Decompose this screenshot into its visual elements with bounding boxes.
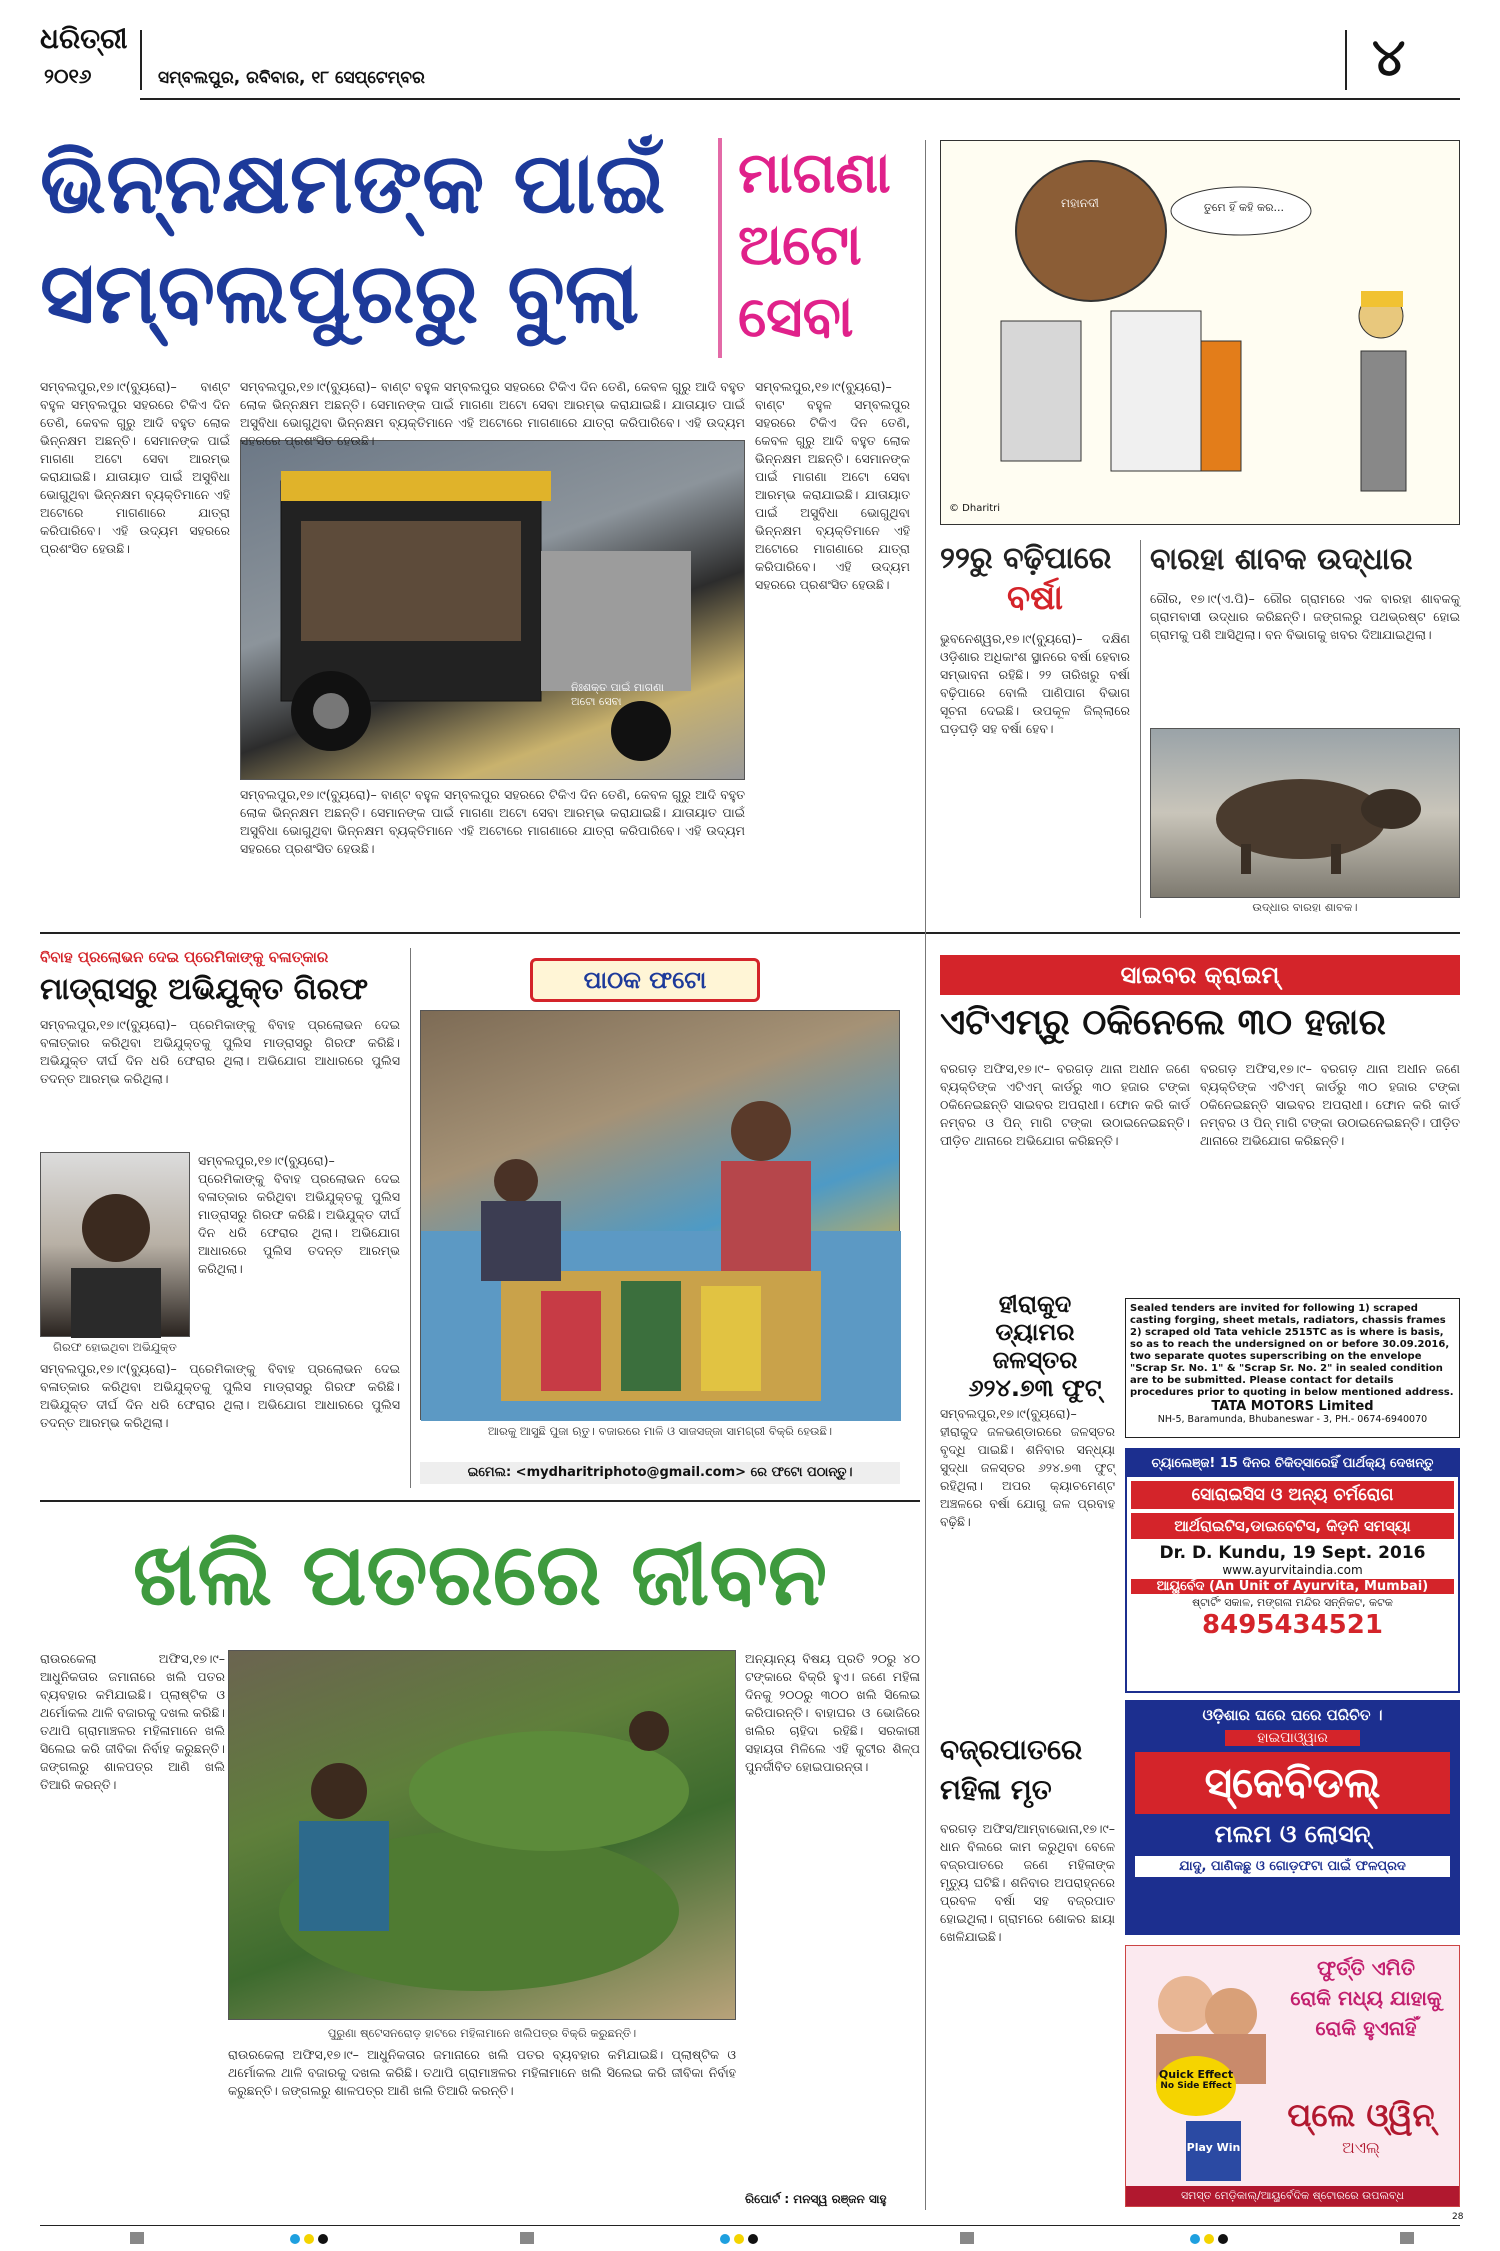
reader-footer-suffix: ରେ ଫଟୋ ପଠାନ୍ତୁ। xyxy=(750,1465,853,1480)
newspaper-logo: ଧରିତ୍ରୀ xyxy=(40,22,128,55)
tender-company: TATA MOTORS Limited xyxy=(1211,1399,1374,1414)
reg-dot-cyan xyxy=(1190,2234,1200,2244)
reg-dot-yellow xyxy=(734,2234,744,2244)
scabidol-ad xyxy=(1125,1700,1460,1935)
free-auto-sidebox xyxy=(718,138,898,358)
reg-bar xyxy=(1400,2232,1414,2244)
boar-caption: ଉଦ୍ଧାର ବାରହା ଶାବକ। xyxy=(1252,900,1358,914)
playwin-line3: ରୋକି ହୁଏନାହିଁ xyxy=(1315,2016,1417,2040)
playwin-effect-sub: No Side Effect xyxy=(1160,2081,1232,2091)
cartoon-panel xyxy=(940,140,1460,525)
boar-photo xyxy=(1150,728,1460,898)
arrest-body-side: ସମ୍ବଲପୁର,୧୭।୯(ବ୍ୟୁରୋ)– ପ୍ରେମିକାଙ୍କୁ ବିବାହ ପ୍ରଲୋଭନ ଦେଇ ବଳାତ୍କାର କରିଥିବା ଅଭିଯୁକ୍ତକୁ ପୁଲିସ ମାଡ୍ରାସରୁ ଗିରଫ କରିଛି। ଅଭିଯୁକ୍ତ ଦୀର୍ଘ ଦିନ ଧରି ଫେରାର ଥିଲା। ଅଭିଯୋଗ ଆଧାରରେ ପୁଲିସ ତଦନ୍ତ ଆରମ୍ଭ କରିଥିଲା। xyxy=(198,1153,400,1276)
clinic-ad xyxy=(1125,1448,1460,1693)
leaf-photo-caption: ପୁରୁଣା ଷ୍ଟେସନରୋଡ଼ ହାଟରେ ମହିଳାମାନେ ଖଲିପତ୍ର ବିକ୍ରି କରୁଛନ୍ତି। xyxy=(327,2026,637,2040)
lead-headline-line1: ଭିନ୍ନକ୍ଷମଙ୍କ ପାଇଁ xyxy=(40,133,666,232)
auto-rickshaw-photo xyxy=(240,440,745,780)
leaf-headline: ଖଲି ପତରରେ ଜୀବନ xyxy=(132,1524,828,1625)
cyber-crime-banner: ସାଇବର କ୍ରାଇମ୍ xyxy=(940,955,1460,995)
bead-market-illustration xyxy=(421,1011,901,1421)
sidebox-line: ଅଟୋ xyxy=(738,213,862,278)
playwin-effect-label: Quick Effect xyxy=(1158,2068,1234,2081)
auto-rickshaw-illustration xyxy=(241,441,746,781)
cyber-body-col1: ବରଗଡ଼ ଅଫିସ,୧୭।୯– ବରଗଡ଼ ଥାନା ଅଧୀନ ଜଣେ ବ୍ୟକ୍ତିଙ୍କ ଏଟିଏମ୍ କାର୍ଡରୁ ୩୦ ହଜାର ଟଙ୍କା ଠକିନେଇଛନ୍ତି ସାଇବର ଅପରାଧୀ। ଫୋନ କରି କାର୍ଡ ନମ୍ବର ଓ ପିନ୍ ମାଗି ଟଙ୍କା ଉଠାଇନେଇଛନ୍ତି। ପୀଡ଼ିତ ଥାନାରେ ଅଭିଯୋଗ କରିଛନ୍ତି। xyxy=(940,1061,1190,1148)
playwin-ad xyxy=(1125,1945,1460,2207)
playwin-line2: ରୋକି ମଧ୍ୟ ଯାହାକୁ xyxy=(1290,1986,1442,2010)
cartoon-credit: © Dharitri xyxy=(949,503,1001,514)
reader-photo-tag: ପାଠକ ଫଟୋ xyxy=(530,958,760,1002)
clinic-website[interactable]: www.ayurvitaindia.com xyxy=(1222,1563,1363,1577)
clinic-ad-top: ଚ୍ୟାଲେଞ୍ଜ! 15 ଦିନର ଚିକିତ୍ସାରେହିଁ ପାର୍ଥକ୍ୟ ଦେଖନ୍ତୁ xyxy=(1127,1450,1458,1477)
scabidol-product: ମଲମ ଓ ଲୋସନ୍ xyxy=(1214,1820,1371,1848)
leaf-body-bottom: ରାଉରକେଲା ଅଫିସ,୧୭।୯– ଆଧୁନିକତାର ଜମାନାରେ ଖଲି ପତର ବ୍ୟବହାର କମିଯାଇଛି। ପ୍ଲାଷ୍ଟିକ ଓ ଥର୍ମୋକଲ ଥାଳି ବଜାରକୁ ଦଖଲ କରିଛି। ତଥାପି ଗ୍ରାମାଞ୍ଚଳର ମହିଳାମାନେ ଖଲି ସିଲେଇ କରି ଜୀବିକା ନିର୍ବାହ କରୁଛନ୍ତି। ଜଙ୍ଗଲରୁ ଶାଳପତ୍ର ଆଣି ଖଲି ତିଆରି କରନ୍ତି। xyxy=(228,2047,736,2098)
reg-dot-yellow xyxy=(304,2234,314,2244)
cartoon-speech-bubble: ତୁମେ ହିଁ କହି କର... xyxy=(1204,201,1284,214)
dam-headline xyxy=(960,1290,1110,1402)
dateline: ସମ୍ବଲପୁର, ରବିବାର, ୧୮ ସେପ୍ଟେମ୍ବର xyxy=(158,68,425,88)
footer-page-code: 28 xyxy=(1452,2212,1464,2222)
rain-headline-line2: ବର୍ଷା xyxy=(1006,578,1064,618)
reader-footer-prefix: ଇମେଲ: xyxy=(467,1465,512,1480)
lead-body-col2: ସମ୍ବଲପୁର,୧୭।୯(ବ୍ୟୁରୋ)– ବାଣ୍ଟ ବହୁଳ ସମ୍ବଲପୁର ସହରରେ ଟିକିଏ ଦିନ ତେଣି, କେବଳ ଗୁରୁ ଆଦି ବହୁତ ଲୋକ ଭିନ୍ନକ୍ଷମ ଅଛନ୍ତି। ସେମାନଙ୍କ ପାଇଁ ମାଗଣା ଅଟୋ ସେବା ଆରମ୍ଭ କରାଯାଇଛି। ଯାତାୟାତ ପାଇଁ ଅସୁବିଧା ଭୋଗୁଥିବା ଭିନ୍ନକ୍ଷମ ବ୍ୟକ୍ତିମାନେ ଏହି ଅଟୋରେ ମାଗଣାରେ ଯାତ୍ରା କରିପାରିବେ। ଏହି ଉଦ୍ୟମ ସହରରେ ପ୍ରଶଂସିତ ହେଉଛି। xyxy=(240,379,745,448)
reg-bar xyxy=(960,2232,974,2244)
lead-body-col4: ସମ୍ବଲପୁର,୧୭।୯(ବ୍ୟୁରୋ)– ବାଣ୍ଟ ବହୁଳ ସମ୍ବଲପୁର ସହରରେ ଟିକିଏ ଦିନ ତେଣି, କେବଳ ଗୁରୁ ଆଦି ବହୁତ ଲୋକ ଭିନ୍ନକ୍ଷମ ଅଛନ୍ତି। ସେମାନଙ୍କ ପାଇଁ ମାଗଣା ଅଟୋ ସେବା ଆରମ୍ଭ କରାଯାଇଛି। ଯାତାୟାତ ପାଇଁ ଅସୁବିଧା ଭୋଗୁଥିବା ଭିନ୍ନକ୍ଷମ ବ୍ୟକ୍ତିମାନେ ଏହି ଅଟୋରେ ମାଗଣାରେ ଯାତ୍ରା କରିପାରିବେ। ଏହି ଉଦ୍ୟମ ସହରରେ ପ୍ରଶଂସିତ ହେଉଛି। xyxy=(755,379,910,592)
clinic-phone[interactable]: 8495434521 xyxy=(1202,1610,1383,1640)
scabidol-brand: ସ୍କେବିଡଲ୍ xyxy=(1135,1752,1450,1814)
rain-headline-line1: ୨୨ରୁ ବଢ଼ିପାରେ xyxy=(940,541,1112,576)
clinic-ad-line2: ଆର୍ଥରାଇଟିସ,ଡାଇବେଟିସ, କିଡ଼ନି ସମସ୍ୟା xyxy=(1131,1513,1454,1539)
rain-headline xyxy=(940,540,1130,618)
scabidol-top: ଓଡ଼ିଶାର ଘରେ ଘରେ ପରିଚିତ । xyxy=(1202,1706,1383,1724)
leaf-byline: ରିପୋର୍ଟ : ମନସ୍ୱ ରଞ୍ଜନ ସାହୁ xyxy=(745,2192,887,2206)
clinic-location: ଷ୍ଟାର୍ଟିଂ ସକାଳ, ମଙ୍ଗଳା ମନ୍ଦିର ସନ୍ନିକଟ, କଟକ xyxy=(1192,1596,1393,1609)
reader-email-link[interactable]: <mydharitriphoto@gmail.com> xyxy=(515,1465,747,1480)
reader-photo xyxy=(420,1010,900,1420)
dam-headline-line1: ହୀରାକୁଦ xyxy=(998,1290,1072,1318)
reg-dot-black xyxy=(318,2234,328,2244)
portrait-silhouette-illustration xyxy=(41,1153,191,1338)
playwin-sub: ଅଏଲ୍ xyxy=(1342,2138,1380,2157)
arrest-kicker: ବିବାହ ପ୍ରଲୋଭନ ଦେଇ ପ୍ରେମିକାଙ୍କୁ ବଳାତ୍କାର xyxy=(40,948,329,966)
dam-body: ସମ୍ବଲପୁର,୧୭।୯(ବ୍ୟୁରୋ)– ହୀରାକୁଦ ଜଳଭଣ୍ଡାରରେ ଜଳସ୍ତର ବୃଦ୍ଧି ପାଇଛି। ଶନିବାର ସନ୍ଧ୍ୟା ସୁଦ୍ଧା ଜଳସ୍ତର ୬୨୪.୭୩ ଫୁଟ୍ ରହିଥିଲା। ଅପର କ୍ୟାଚମେଣ୍ଟ ଅଞ୍ଚଳରେ ବର୍ଷା ଯୋଗୁ ଜଳ ପ୍ରବାହ ବଢ଼ିଛି। xyxy=(940,1406,1115,1529)
tender-address: NH-5, Baramunda, Bhubaneswar - 3, PH.- 0674-6940070 xyxy=(1157,1414,1428,1425)
accused-photo-caption: ଗିରଫ ହୋଇଥିବା ଅଭିଯୁକ୍ତ xyxy=(53,1340,177,1354)
scabidol-maker: ହାଇପାଓ୍ୱାର xyxy=(1225,1730,1360,1746)
arrest-body-bottom: ସମ୍ବଲପୁର,୧୭।୯(ବ୍ୟୁରୋ)– ପ୍ରେମିକାଙ୍କୁ ବିବାହ ପ୍ରଲୋଭନ ଦେଇ ବଳାତ୍କାର କରିଥିବା ଅଭିଯୁକ୍ତକୁ ପୁଲିସ ମାଡ୍ରାସରୁ ଗିରଫ କରିଛି। ଅଭିଯୁକ୍ତ ଦୀର୍ଘ ଦିନ ଧରି ଫେରାର ଥିଲା। ଅଭିଯୋଗ ଆଧାରରେ ପୁଲିସ ତଦନ୍ତ ଆରମ୍ଭ କରିଥିଲା। xyxy=(40,1361,400,1430)
auto-photo-caption: ନିଃଶକ୍ତ ପାଇଁ ମାଗଣା ଅଟୋ ସେବା xyxy=(571,681,664,708)
playwin-product-box: Play Win xyxy=(1186,2121,1241,2181)
reader-photo-caption: ଆରକୁ ଆସୁଛି ପୁଜା ଋତୁ। ବଜାରରେ ମାଳି ଓ ସାଜସଜ୍ଜା ସାମଗ୍ରୀ ବିକ୍ରି ହେଉଛି। xyxy=(487,1424,833,1438)
leaf-body-left: ରାଉରକେଲା ଅଫିସ,୧୭।୯– ଆଧୁନିକତାର ଜମାନାରେ ଖଲି ପତର ବ୍ୟବହାର କମିଯାଇଛି। ପ୍ଲାଷ୍ଟିକ ଓ ଥର୍ମୋକଲ ଥାଳି ବଜାରକୁ ଦଖଲ କରିଛି। ତଥାପି ଗ୍ରାମାଞ୍ଚଳର ମହିଳାମାନେ ଖଲି ସିଲେଇ କରି ଜୀବିକା ନିର୍ବାହ କରୁଛନ୍ତି। ଜଙ୍ଗଲରୁ ଶାଳପତ୍ର ଆଣି ଖଲି ତିଆରି କରନ୍ତି। xyxy=(40,1651,225,1792)
cyber-body-col2: ବରଗଡ଼ ଅଫିସ,୧୭।୯– ବରଗଡ଼ ଥାନା ଅଧୀନ ଜଣେ ବ୍ୟକ୍ତିଙ୍କ ଏଟିଏମ୍ କାର୍ଡରୁ ୩୦ ହଜାର ଟଙ୍କା ଠକିନେଇଛନ୍ତି ସାଇବର ଅପରାଧୀ। ଫୋନ କରି କାର୍ଡ ନମ୍ବର ଓ ପିନ୍ ମାଗି ଟଙ୍କା ଉଠାଇନେଇଛନ୍ତି। ପୀଡ଼ିତ ଥାନାରେ ଅଭିଯୋଗ କରିଛନ୍ତି। xyxy=(1200,1061,1460,1148)
sidebox-line: ମାଗଣା xyxy=(738,141,891,206)
accused-photo xyxy=(40,1152,190,1337)
reg-dot-black xyxy=(748,2234,758,2244)
reg-bar xyxy=(520,2232,534,2244)
sidebox-line: ସେବା xyxy=(738,285,854,350)
dam-headline-line3: ୬୨୪.୭୩ ଫୁଟ୍ xyxy=(968,1374,1102,1402)
playwin-line1: ଫୁର୍ତ୍ତି ଏମିତି xyxy=(1317,1956,1415,1980)
reg-dot-cyan xyxy=(720,2234,730,2244)
arrest-body-top: ସମ୍ବଲପୁର,୧୭।୯(ବ୍ୟୁରୋ)– ପ୍ରେମିକାଙ୍କୁ ବିବାହ ପ୍ରଲୋଭନ ଦେଇ ବଳାତ୍କାର କରିଥିବା ଅଭିଯୁକ୍ତକୁ ପୁଲିସ ମାଡ୍ରାସରୁ ଗିରଫ କରିଛି। ଅଭିଯୁକ୍ତ ଦୀର୍ଘ ଦିନ ଧରି ଫେରାର ଥିଲା। ଅଭିଯୋଗ ଆଧାରରେ ପୁଲିସ ତଦନ୍ତ ଆରମ୍ଭ କରିଥିଲା। xyxy=(40,1017,400,1086)
rain-body: ଭୁବନେଶ୍ୱର,୧୭।୯(ବ୍ୟୁରୋ)– ଦକ୍ଷିଣ ଓଡ଼ିଶାର ଅଧିକାଂଶ ସ୍ଥାନରେ ବର୍ଷା ହେବାର ସମ୍ଭାବନା ରହିଛି। ୨୨ ତାରିଖରୁ ବର୍ଷା ବଢ଼ିପାରେ ବୋଲି ପାଣିପାଗ ବିଭାଗ ସୂଚନା ଦେଇଛି। ଉପକୂଳ ଜିଲ୍ଲାରେ ଘଡ଼ଘଡ଼ି ସହ ବର୍ଷା ହେବ। xyxy=(940,631,1130,736)
color-registration-strip xyxy=(0,2228,1500,2251)
lightning-headline xyxy=(940,1730,1115,1810)
masthead xyxy=(0,0,1500,100)
lightning-headline-line2: ମହିଳା ମୃତ xyxy=(940,1773,1052,1806)
lightning-body: ବରଗଡ଼ ଅଫିସ/ଆମ୍ବାଭୋନା,୧୭।୯– ଧାନ ବିଲରେ କାମ କରୁଥିବା ବେଳେ ବଜ୍ରପାତରେ ଜଣେ ମହିଳାଙ୍କ ମୃତ୍ୟୁ ଘଟିଛି। ଶନିବାର ଅପରାହ୍ନରେ ପ୍ରବଳ ବର୍ଷା ସହ ବଜ୍ରପାତ ହୋଇଥିଲା। ଗ୍ରାମରେ ଶୋକର ଛାୟା ଖେଳିଯାଇଛି। xyxy=(940,1821,1115,1944)
leaf-body-right: ଅନ୍ୟାନ୍ୟ ବିଷୟ ପ୍ରତି ୨୦ରୁ ୪୦ ଟଙ୍କାରେ ବିକ୍ରି ହୁଏ। ଜଣେ ମହିଳା ଦିନକୁ ୨୦୦ରୁ ୩୦୦ ଖଲି ସିଲେଇ କରିପାରନ୍ତି। ବାହାଘର ଓ ଭୋଜିରେ ଖଲିର ଚାହିଦା ରହିଛି। ସରକାରୀ ସହାୟତା ମିଳିଲେ ଏହି କୁଟୀର ଶିଳ୍ପ ପୁନର୍ଜୀବିତ ହୋଇପାରନ୍ତା। xyxy=(745,1651,920,1774)
cartoon-pot-label: ମହାନଦୀ xyxy=(1061,196,1099,210)
lead-body-col3: ସମ୍ବଲପୁର,୧୭।୯(ବ୍ୟୁରୋ)– ବାଣ୍ଟ ବହୁଳ ସମ୍ବଲପୁର ସହରରେ ଟିକିଏ ଦିନ ତେଣି, କେବଳ ଗୁରୁ ଆଦି ବହୁତ ଲୋକ ଭିନ୍ନକ୍ଷମ ଅଛନ୍ତି। ସେମାନଙ୍କ ପାଇଁ ମାଗଣା ଅଟୋ ସେବା ଆରମ୍ଭ କରାଯାଇଛି। ଯାତାୟାତ ପାଇଁ ଅସୁବିଧା ଭୋଗୁଥିବା ଭିନ୍ନକ୍ଷମ ବ୍ୟକ୍ତିମାନେ ଏହି ଅଟୋରେ ମାଗଣାରେ ଯାତ୍ରା କରିପାରିବେ। ଏହି ଉଦ୍ୟମ ସହରରେ ପ୍ରଶଂସିତ ହେଉଛି। xyxy=(240,787,745,856)
clinic-ad-line1: ସୋରାଇସିସ ଓ ଅନ୍ୟ ଚର୍ମରୋଗ xyxy=(1131,1481,1454,1509)
reg-dot-black xyxy=(1218,2234,1228,2244)
lightning-headline-line1: ବଜ୍ରପାତରେ xyxy=(940,1733,1083,1766)
boar-headline: ବାରହା ଶାବକ ଉଦ୍ଧାର xyxy=(1150,542,1413,577)
reg-dot-cyan xyxy=(290,2234,300,2244)
lead-headline-line2: ସମ୍ବଲପୁରରୁ ବୁଲା xyxy=(40,243,640,342)
political-cartoon-illustration xyxy=(941,141,1461,526)
leaf-market-illustration xyxy=(229,1651,737,2021)
boar-body: ରୌର, ୧୭।୯(ଏ.ପି)– ରୌର ଗ୍ରାମରେ ଏକ ବାରହା ଶାବକକୁ ଗ୍ରାମବାସୀ ଉଦ୍ଧାର କରିଛନ୍ତି। ଜଙ୍ଗଲରୁ ପଥଭ୍ରଷ୍ଟ ହୋଇ ଗ୍ରାମକୁ ପଶି ଆସିଥିଲା। ବନ ବିଭାଗକୁ ଖବର ଦିଆଯାଇଥିଲା। xyxy=(1150,591,1460,642)
arrest-headline: ମାଡ୍ରାସରୁ ଅଭିଯୁକ୍ତ ଗିରଫ xyxy=(40,972,369,1007)
playwin-bottom: ସମସ୍ତ ମେଡ଼ିକାଲ୍/ଆୟୁର୍ବେଦିକ ଷ୍ଟୋରରେ ଉପଲବ୍ଧ xyxy=(1126,2186,1459,2206)
scabidol-bottom: ଯାଦୁ, ପାଣିକଛୁ ଓ ଗୋଡ଼ଫଟା ପାଇଁ ଫଳପ୍ରଦ xyxy=(1135,1856,1450,1877)
page-number: ୪ xyxy=(1372,28,1406,88)
boar-piglet-illustration xyxy=(1151,729,1461,899)
leaf-plates-photo xyxy=(228,1650,736,2020)
masthead-year: ୨୦୧୬ xyxy=(44,64,92,88)
tender-text: Sealed tenders are invited for following 1) scraped casting forging, sheet metals, radiators, chassis frames 2) scraped old Tata vehicle 2515TC as is where is basis, so as to reach the undersigned on or before 30.09.2016, two separate quotes superscribing on the envelope "Scrap Sr. No. 1" & "Scrap Sr. No. 2" in sealed condition are to be submitted. Please contact for details procedures prior to quoting in below mentioned address. xyxy=(1130,1303,1454,1398)
clinic-brand: ଆୟୁର୍ବେଦ (An Unit of Ayurvita, Mumbai) xyxy=(1131,1579,1454,1594)
tender-ad xyxy=(1125,1298,1460,1438)
lead-headline xyxy=(40,128,720,363)
lead-body-col1: ସମ୍ବଲପୁର,୧୭।୯(ବ୍ୟୁରୋ)– ବାଣ୍ଟ ବହୁଳ ସମ୍ବଲପୁର ସହରରେ ଟିକିଏ ଦିନ ତେଣି, କେବଳ ଗୁରୁ ଆଦି ବହୁତ ଲୋକ ଭିନ୍ନକ୍ଷମ ଅଛନ୍ତି। ସେମାନଙ୍କ ପାଇଁ ମାଗଣା ଅଟୋ ସେବା ଆରମ୍ଭ କରାଯାଇଛି। ଯାତାୟାତ ପାଇଁ ଅସୁବିଧା ଭୋଗୁଥିବା ଭିନ୍ନକ୍ଷମ ବ୍ୟକ୍ତିମାନେ ଏହି ଅଟୋରେ ମାଗଣାରେ ଯାତ୍ରା କରିପାରିବେ। ଏହି ଉଦ୍ୟମ ସହରରେ ପ୍ରଶଂସିତ ହେଉଛି। xyxy=(40,379,230,556)
reg-bar xyxy=(130,2232,144,2244)
clinic-doctor: Dr. D. Kundu, 19 Sept. 2016 xyxy=(1159,1543,1426,1563)
reg-dot-yellow xyxy=(1204,2234,1214,2244)
playwin-brand: ପ୍ଲେ ଓ୍ୱିନ୍ xyxy=(1287,2096,1435,2134)
playwin-effect-badge xyxy=(1156,2056,1236,2116)
dam-headline-line2: ଡ୍ୟାମର ଜଳସ୍ତର xyxy=(992,1318,1078,1374)
reader-photo-footer xyxy=(420,1462,900,1484)
cyber-headline: ଏଟିଏମ୍‌ରୁ ଠକିନେଲେ ୩୦ ହଜାର xyxy=(940,1002,1386,1043)
